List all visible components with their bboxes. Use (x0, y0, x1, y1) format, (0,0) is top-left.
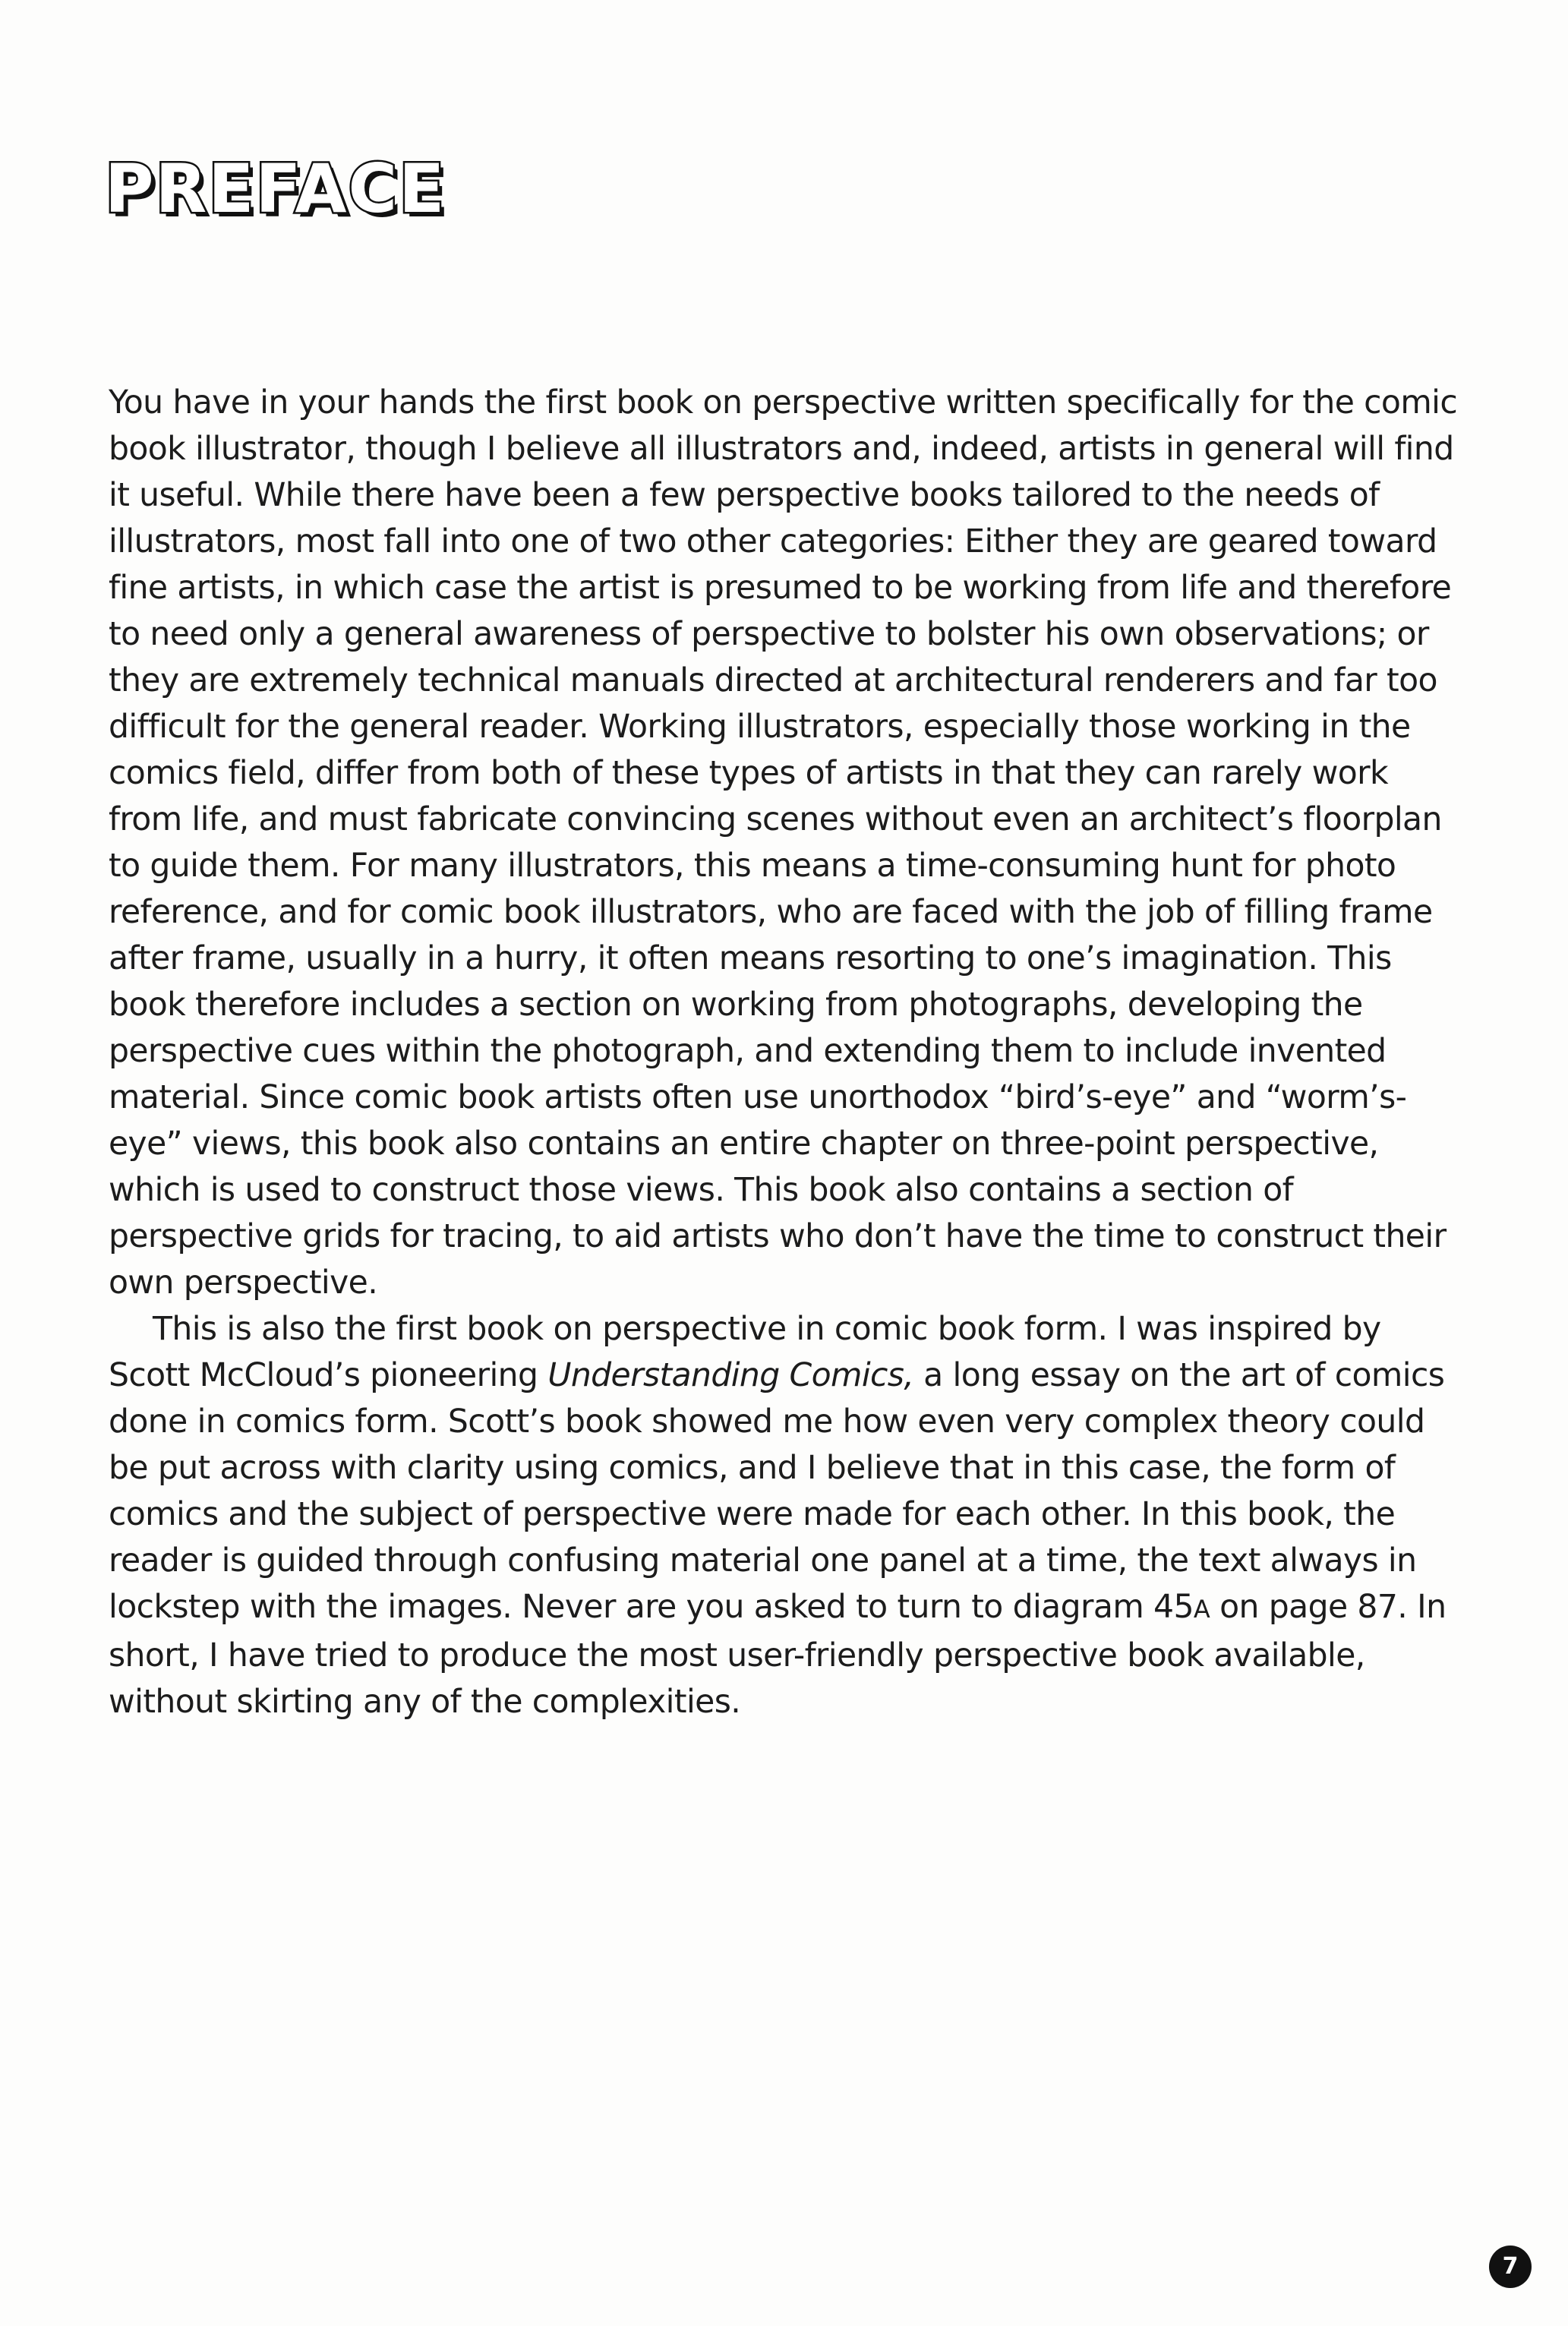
book-title: Understanding Comics, (547, 1357, 914, 1394)
preface-body (109, 380, 1468, 1725)
paragraph: You have in your hands the first book on perspective written specifically for the comic book illustrator, though I believe all illustrators and, indeed, artists in general will find it useful. While there have been a few perspective books tailored to the needs of illustrators, most fall into one of two other categories: Either they are geared toward fine artists, in which case the artist is presumed to be working from life and therefore to need only a general awareness of perspective to bolster his own observations; or they are extremely technical manuals directed at architectural renderers and far too difficult for the general reader. Working illustrators, especially those working in the comics field, differ from both of these types of artists in that they can rarely work from life, and must fabricate convincing scenes without even an architect’s floorplan to guide them. For many illustrators, this means a time-consuming hunt for photo reference, and for comic book illustrators, who are faced with the job of filling frame after frame, usually in a hurry, it often means resorting to one’s imagination. This book therefore includes a section on working from photographs, developing the perspective cues within the photograph, and extending them to include invented material. Since comic book artists often use unorthodox “bird’s-eye” and “worm’s-eye” views, this book also contains an entire chapter on three-point perspective, which is used to construct those views. This book also contains a section of perspective grids for tracing, to aid artists who don’t have the time to construct their own perspective. (109, 384, 1458, 1302)
diagram-letter: A (1193, 1595, 1210, 1624)
paragraph (109, 1306, 1468, 1725)
page-number-badge: 7 (1489, 2246, 1532, 2288)
paragraph-text: This is also the first book on perspective in comic book form. I was inspired by Scott McCloud’s pioneering (109, 1311, 1381, 1394)
paragraph-text: a long essay on the art of comics done in comics form. Scott’s book showed me how even very complex theory could be put across with clarity using comics, and I believe that in this case, the form of comics and the subject of perspective were made for each other. In this book, the reader is guided through confusing material one panel at a time, the text always in lockstep with the images. Never are you asked to turn to diagram 45 (109, 1357, 1445, 1626)
page-title: PREFACE (105, 150, 446, 228)
paragraph-text: on page 87. In short, I have tried to produce the most user-friendly perspective book available, without skirting any of the complexities. (109, 1589, 1447, 1721)
